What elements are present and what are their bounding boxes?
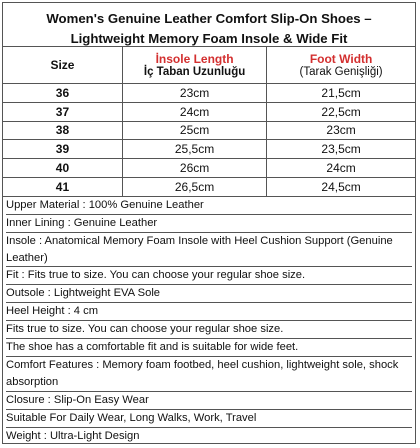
spec-fit: Fit : Fits true to size. You can choose your regular shoe size.: [6, 267, 412, 285]
spec-inner-lining: Inner Lining : Genuine Leather: [6, 215, 412, 233]
size-cell: 36: [3, 84, 122, 103]
spec-list: [3, 197, 415, 445]
size-cell: 40: [3, 159, 122, 178]
foot-cell: 23,5cm: [267, 140, 415, 159]
foot-cell: 22,5cm: [267, 102, 415, 121]
insole-header-sub: İç Taban Uzunluğu: [143, 66, 246, 78]
spec-upper-material: Upper Material : 100% Genuine Leather: [6, 197, 412, 215]
size-chart-sheet: [2, 2, 416, 444]
insole-header-label: İnsole Length: [155, 52, 234, 66]
foot-cell: 24,5cm: [267, 177, 415, 196]
title-line-1: Women's Genuine Leather Comfort Slip-On Shoes –: [46, 11, 372, 26]
spec-comfort-features: Comfort Features : Memory foam footbed, heel cushion, lightweight sole, shock absorption: [6, 357, 412, 392]
foot-cell: 21,5cm: [267, 84, 415, 103]
table-row: [3, 159, 415, 178]
insole-cell: 24cm: [122, 102, 266, 121]
table-row: [3, 84, 415, 103]
spec-heel-height: Heel Height : 4 cm: [6, 303, 412, 321]
insole-column-header: [122, 47, 266, 84]
foot-column-header: [267, 47, 415, 84]
table-row: [3, 177, 415, 196]
insole-cell: 26cm: [122, 159, 266, 178]
foot-cell: 24cm: [267, 159, 415, 178]
spec-closure: Closure : Slip-On Easy Wear: [6, 392, 412, 410]
spec-wide-fit-note: The shoe has a comfortable fit and is suitable for wide feet.: [6, 339, 412, 357]
size-cell: 39: [3, 140, 122, 159]
product-title: [3, 3, 415, 47]
size-table-header: [3, 47, 415, 84]
foot-header-label: Foot Width: [309, 52, 373, 66]
insole-cell: 25cm: [122, 121, 266, 140]
table-row: [3, 102, 415, 121]
size-table: [3, 47, 415, 197]
insole-cell: 23cm: [122, 84, 266, 103]
spec-insole: Insole : Anatomical Memory Foam Insole with Heel Cushion Support (Genuine Leather): [6, 233, 412, 268]
foot-header-sub: (Tarak Genişliği): [299, 66, 383, 78]
foot-cell: 23cm: [267, 121, 415, 140]
spec-suitable-for: Suitable For Daily Wear, Long Walks, Work, Travel: [6, 410, 412, 428]
size-cell: 38: [3, 121, 122, 140]
size-cell: 37: [3, 102, 122, 121]
title-line-2: Lightweight Memory Foam Insole & Wide Fit: [70, 31, 348, 46]
spec-weight: Weight : Ultra-Light Design: [6, 429, 140, 442]
spec-outsole: Outsole : Lightweight EVA Sole: [6, 285, 412, 303]
insole-cell: 25,5cm: [122, 140, 266, 159]
size-column-header: Size: [3, 47, 122, 84]
table-row: [3, 140, 415, 159]
table-row: [3, 121, 415, 140]
insole-cell: 26,5cm: [122, 177, 266, 196]
size-cell: 41: [3, 177, 122, 196]
spec-fit-note: Fits true to size. You can choose your regular shoe size.: [6, 321, 412, 339]
